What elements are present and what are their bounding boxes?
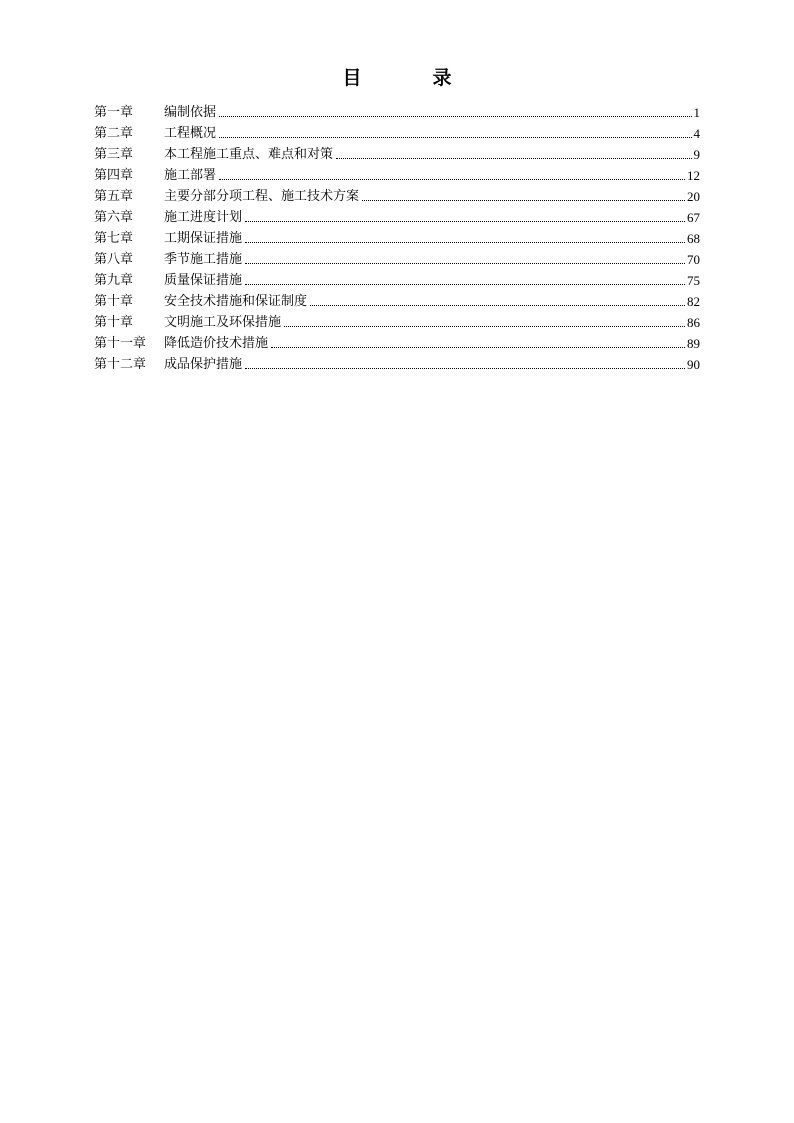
- toc-page-number: 68: [687, 231, 700, 246]
- toc-chapter-title: 降低造价技术措施: [164, 336, 269, 351]
- toc-page-number: 1: [693, 105, 700, 120]
- toc-entry[interactable]: [94, 310, 700, 331]
- toc-dot-leader: [219, 178, 685, 180]
- toc-page-number: 12: [687, 168, 700, 183]
- toc-entry[interactable]: [94, 205, 700, 226]
- toc-chapter-title: 安全技术措施和保证制度: [164, 294, 308, 309]
- toc-chapter-title: 施工进度计划: [164, 210, 243, 225]
- toc-entry[interactable]: [94, 331, 700, 352]
- toc-chapter-number: 第九章: [94, 273, 134, 288]
- toc-dot-leader: [284, 325, 685, 327]
- toc-entry[interactable]: [94, 352, 700, 373]
- toc-title: 目 录: [342, 67, 478, 89]
- toc-dot-leader: [245, 220, 685, 222]
- table-of-contents: [94, 100, 700, 373]
- toc-chapter-title: 季节施工措施: [164, 252, 243, 267]
- toc-chapter-title: 工程概况: [164, 126, 217, 141]
- toc-entry[interactable]: [94, 184, 700, 205]
- toc-chapter-number: 第二章: [94, 126, 134, 141]
- toc-chapter-title: 质量保证措施: [164, 273, 243, 288]
- toc-entry[interactable]: [94, 247, 700, 268]
- toc-page-number: 70: [687, 252, 700, 267]
- toc-chapter-number: 第五章: [94, 189, 134, 204]
- toc-chapter-number: 第八章: [94, 252, 134, 267]
- toc-dot-leader: [336, 157, 691, 159]
- toc-chapter-number: 第十章: [94, 294, 134, 309]
- toc-chapter-number: 第六章: [94, 210, 134, 225]
- toc-page-number: 86: [687, 315, 700, 330]
- toc-dot-leader: [310, 304, 685, 306]
- toc-chapter-number: 第十一章: [94, 336, 147, 351]
- toc-chapter-title: 文明施工及环保措施: [164, 315, 282, 330]
- toc-chapter-title: 工期保证措施: [164, 231, 243, 246]
- toc-chapter-title: 成品保护措施: [164, 357, 243, 372]
- toc-page-number: 90: [687, 357, 700, 372]
- toc-dot-leader: [219, 136, 691, 138]
- toc-chapter-number: 第一章: [94, 105, 134, 120]
- toc-dot-leader: [245, 241, 685, 243]
- toc-page-number: 4: [693, 126, 700, 141]
- toc-dot-leader: [245, 262, 685, 264]
- toc-entry[interactable]: [94, 121, 700, 142]
- toc-entry[interactable]: [94, 268, 700, 289]
- toc-dot-leader: [219, 115, 691, 117]
- toc-entry[interactable]: [94, 226, 700, 247]
- toc-dot-leader: [245, 283, 685, 285]
- toc-chapter-number: 第七章: [94, 231, 134, 246]
- toc-page-number: 75: [687, 273, 700, 288]
- toc-page-number: 89: [687, 336, 700, 351]
- toc-dot-leader: [271, 346, 685, 348]
- toc-dot-leader: [245, 367, 685, 369]
- toc-page-number: 67: [687, 210, 700, 225]
- toc-chapter-title: 编制依据: [164, 105, 217, 120]
- toc-chapter-number: 第十章: [94, 315, 134, 330]
- toc-page-number: 20: [687, 189, 700, 204]
- toc-chapter-title: 本工程施工重点、难点和对策: [164, 147, 334, 162]
- toc-chapter-number: 第十二章: [94, 357, 147, 372]
- toc-entry[interactable]: [94, 100, 700, 121]
- toc-dot-leader: [362, 199, 685, 201]
- toc-page-number: 82: [687, 294, 700, 309]
- toc-chapter-number: 第四章: [94, 168, 134, 183]
- toc-page-number: 9: [693, 147, 700, 162]
- toc-entry[interactable]: [94, 142, 700, 163]
- toc-entry[interactable]: [94, 163, 700, 184]
- toc-chapter-title: 施工部署: [164, 168, 217, 183]
- toc-chapter-number: 第三章: [94, 147, 134, 162]
- toc-chapter-title: 主要分部分项工程、施工技术方案: [164, 189, 360, 204]
- toc-entry[interactable]: [94, 289, 700, 310]
